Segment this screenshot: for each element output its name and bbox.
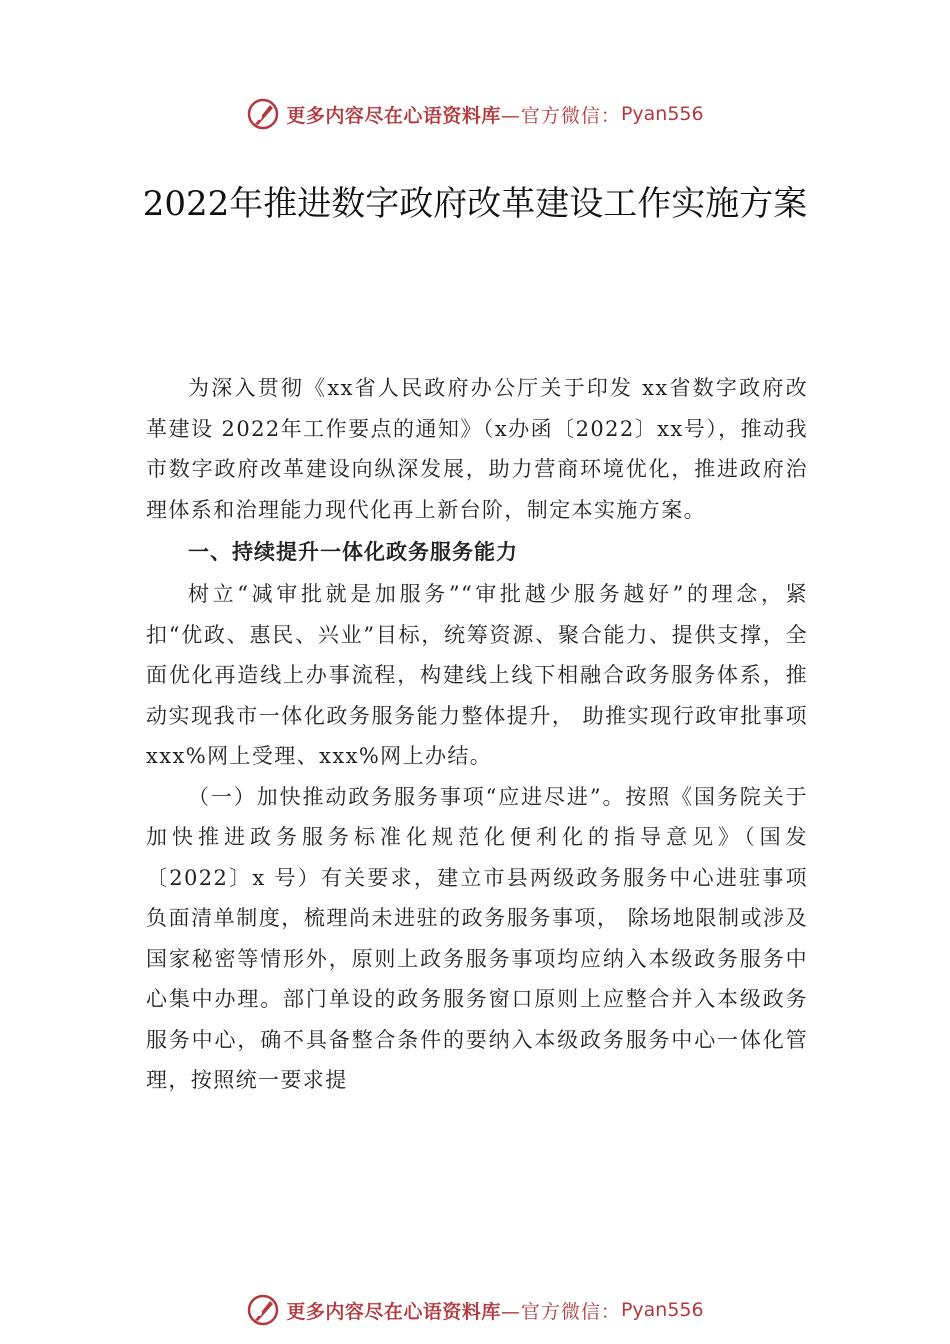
watermark-wechat-id: Pyan556 [620, 1299, 704, 1321]
intro-paragraph: 为深入贯彻《xx省人民政府办公厅关于印发 xx省数字政府改革建设 2022年工作要点的通知》（x办函〔2022〕xx号），推动我市数字政府改革建设向纵深发展，助力营商环境优化，推进政府治理体系和治理能力现代化再上新台阶，制定本实施方案。 [146, 376, 808, 522]
watermark-main-text: 更多内容尽在心语资料库 [286, 1300, 501, 1323]
subsection-1-paragraph: （一）加快推动政务服务事项“应进尽进”。按照《国务院关于加快推进政务服务标准化规范化便利化的指导意见》（国发〔2022〕x 号）有关要求，建立市县两级政务服务中心进驻事项负面清单制度，梳理尚未进驻的政务服务事项， 除场地限制或涉及国家秘密等情形外，原则上政务服务事项均应纳入本级政务服务中心集中办理。部门单设的政务服务窗口原则上应整合并入本级政务服务中心，确不具备整合条件的要纳入本级政务服务中心一体化管理，按照统一要求提 [146, 784, 808, 1092]
document-title: 2022年推进数字政府改革建设工作实施方案 [142, 184, 808, 224]
watermark-main-text: 更多内容尽在心语资料库 [286, 104, 501, 127]
watermark-sub-text: —官方微信： [500, 1300, 621, 1323]
watermark-header [0, 94, 950, 134]
watermark-footer [0, 1290, 950, 1330]
watermark-wechat-id: Pyan556 [620, 103, 704, 125]
section-1-heading: 一、持续提升一体化政务服务能力 [188, 540, 518, 564]
pen-nib-circle-icon [246, 97, 280, 131]
watermark-sub-text: —官方微信： [500, 104, 621, 127]
pen-nib-circle-icon [246, 1293, 280, 1327]
section-1-paragraph: 树立“减审批就是加服务”“审批越少服务越好”的理念，紧扣“优政、惠民、兴业”目标，统筹资源、聚合能力、提供支撑，全面优化再造线上办事流程，构建线上线下相融合政务服务体系，推动实现我市一体化政务服务能力整体提升， 助推实现行政审批事项 xxx%网上受理、xxx%网上办结。 [146, 582, 808, 768]
document-body [146, 368, 808, 1101]
